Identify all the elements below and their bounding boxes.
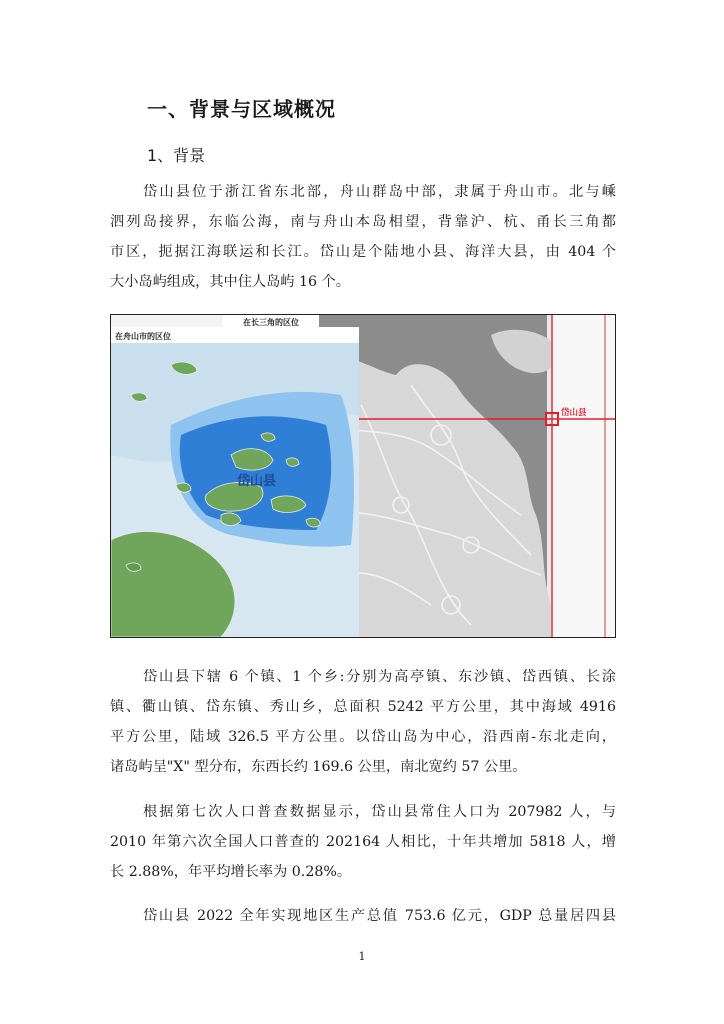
section-heading: 一、背景与区域概况	[147, 97, 336, 121]
paragraph-location	[110, 177, 616, 297]
text-line: 市区，扼据江海联运和长江。岱山是个陆地小县、海洋大县，由 404 个	[110, 244, 616, 260]
text-line: 根据第七次人口普查数据显示，岱山县常住人口为 207982 人，与	[143, 804, 616, 820]
text-line: 岱山县下辖 6 个镇、1 个乡:分别为高亭镇、东沙镇、岱西镇、长涂	[143, 669, 616, 685]
top-caption: 在长三角的区位	[243, 318, 299, 327]
text-line: 诸岛屿呈"X" 型分布，东西长约 169.6 公里，南北宽约 57 公里。	[110, 759, 527, 775]
paragraph-economy	[110, 901, 616, 931]
inset-caption: 在舟山市的区位	[115, 332, 171, 341]
text-line: 平方公里，陆域 326.5 平方公里。以岱山岛为中心，沿西南-东北走向，	[110, 729, 616, 745]
paragraph-administration	[110, 662, 616, 782]
text-line: 泗列岛接界，东临公海，南与舟山本岛相望，背靠沪、杭、甬长三角都	[110, 214, 616, 230]
text-line: 长 2.88%，年平均增长率为 0.28%。	[110, 864, 352, 880]
text-line: 镇、衢山镇、岱东镇、秀山乡，总面积 5242 平方公里，其中海域 4916	[110, 699, 616, 715]
text-line: 岱山县位于浙江省东北部，舟山群岛中部，隶属于舟山市。北与嵊	[143, 184, 616, 200]
inset-county-label: 岱山县	[237, 474, 277, 489]
text-line: 岱山县 2022 全年实现地区生产总值 753.6 亿元，GDP 总量居四县	[143, 908, 616, 924]
paragraph-population	[110, 797, 616, 887]
page-number: 1	[358, 950, 366, 963]
text-line: 大小岛屿组成，其中住人岛屿 16 个。	[110, 274, 350, 290]
text-line: 2010 年第六次全国人口普查的 202164 人相比，十年共增加 5818 人，增	[110, 834, 616, 850]
daishan-marker-label: 岱山县	[561, 408, 587, 418]
subsection-heading: 1、背景	[147, 146, 206, 165]
location-map-figure	[110, 314, 616, 638]
